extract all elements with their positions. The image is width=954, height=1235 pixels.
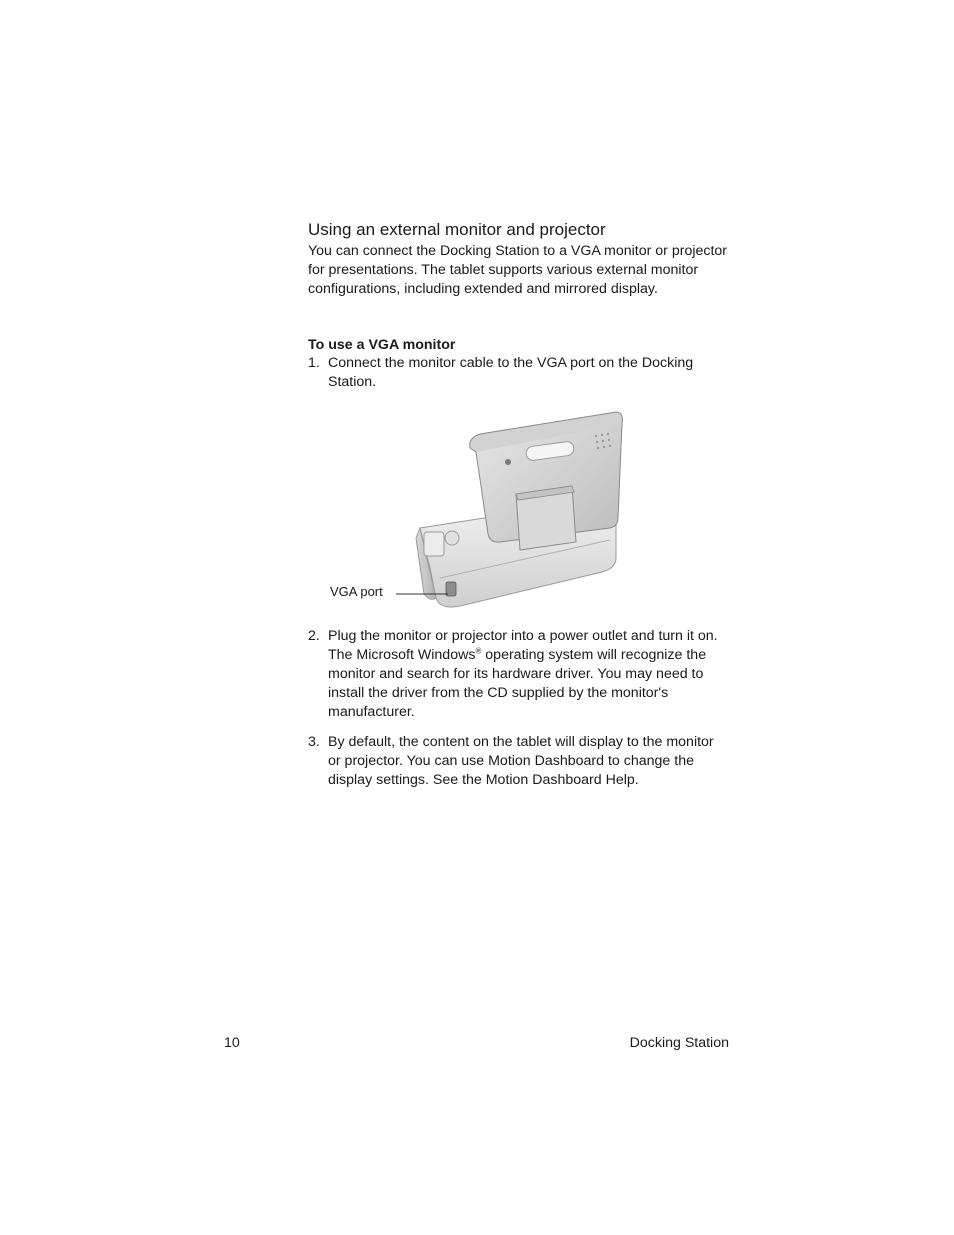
vga-port-callout: VGA port <box>330 584 383 599</box>
docking-station-illustration <box>320 408 630 613</box>
step-text: By default, the content on the tablet will display to the monitor or projector. You can use Motion Dashboard to change the display settings. See the Motion Dashboard Help. <box>328 734 714 788</box>
registered-mark: ® <box>475 646 482 656</box>
step-number: 2. <box>308 628 320 644</box>
step-number: 1. <box>308 355 320 371</box>
intro-paragraph: You can connect the Docking Station to a VGA monitor or projector for presentations. The tablet supports various external monitor configurations, including extended and mirrored display. <box>308 243 728 297</box>
procedure-step-3 <box>308 733 728 790</box>
step-text: Connect the monitor cable to the VGA port on the Docking Station. <box>328 355 694 390</box>
step-text <box>328 627 728 722</box>
procedure-step-2 <box>308 627 728 722</box>
page-number: 10 <box>224 1035 240 1051</box>
procedure-step-1 <box>308 354 728 392</box>
step-text-part: operating system will recognize the monitor and search for its hardware driver. You may need to install the driver from the CD supplied by the monitor's manufacturer. <box>328 646 707 720</box>
procedure-heading: To use a VGA monitor <box>308 337 456 353</box>
section-title: Using an external monitor and projector <box>308 220 606 239</box>
step-number: 3. <box>308 734 320 750</box>
tablet-dock-image <box>320 408 630 613</box>
step-text-part: Plug the monitor or projector into a power outlet and turn it on. The Microsoft Windows <box>328 628 718 663</box>
footer-section-name: Docking Station <box>629 1035 729 1051</box>
